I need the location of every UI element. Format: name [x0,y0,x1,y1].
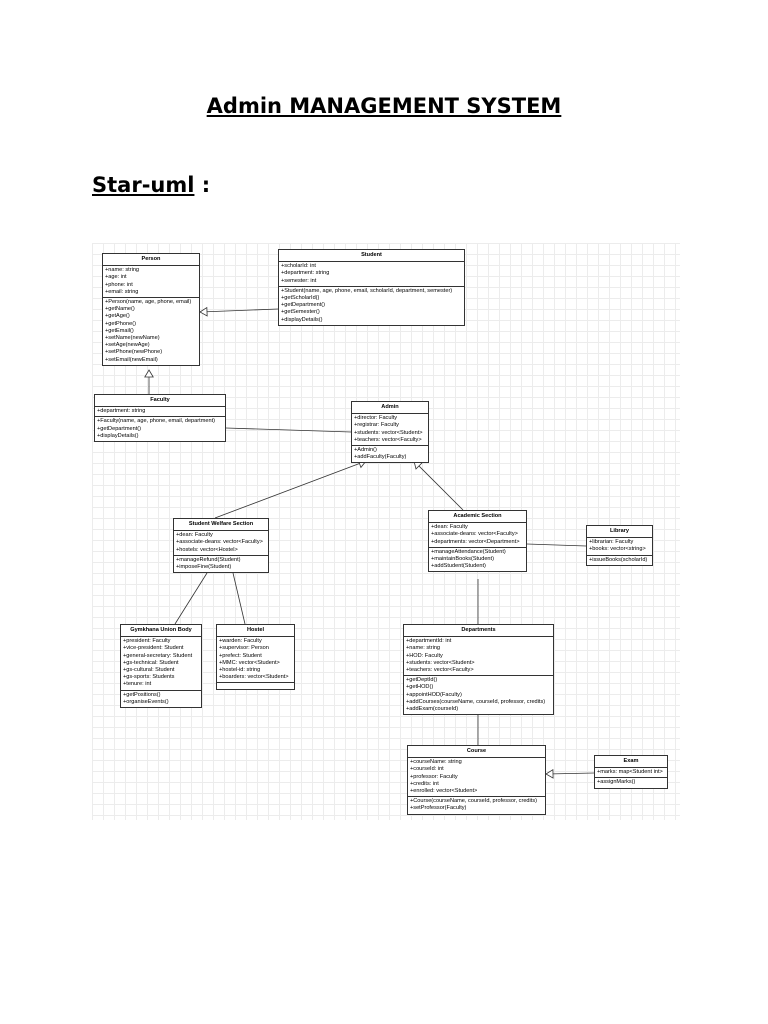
relation-association [226,428,351,432]
operation: +Admin() [354,447,377,454]
operation: +getHOD() [406,684,434,691]
attribute-compartment [595,768,667,778]
class-hostel [216,624,295,690]
section-heading-label: Star-uml [92,173,195,197]
uml-diagram-canvas [92,243,680,820]
class-name: Exam [595,756,667,768]
attribute: +warden: Faculty [219,638,262,645]
operation: +addStudent(Student) [431,563,486,570]
class-course [407,745,546,815]
operation: +getPhone() [105,320,136,327]
attribute: +director: Faculty [354,415,398,422]
operation-compartment [408,797,545,813]
operation: +getScholarId() [281,295,320,302]
operation-compartment [279,287,464,325]
operation: +getPositions() [123,691,161,698]
operation: +assignMarks() [597,779,636,786]
attribute: +gs-cultural: Student [123,667,175,674]
operation: +manageAttendance(Student) [431,548,506,555]
attribute-compartment [404,637,553,676]
class-name: Faculty [95,395,225,407]
operation: +getDepartment() [97,425,141,432]
operation: +Person(name, age, phone, email) [105,299,192,306]
attribute: +phone: int [105,281,133,288]
attribute: +president: Faculty [123,638,171,645]
attribute: +professor: Faculty [410,773,458,780]
attribute: +supervisor: Person [219,645,269,652]
attribute: +credits: int [410,780,439,787]
operation: +getDepartment() [281,302,325,309]
attribute: +department: string [97,408,146,415]
operation: +addExam(courseId) [406,706,459,713]
attribute: +hostels: vector<Hostel> [176,546,238,553]
operation: +getName() [105,306,135,313]
attribute-compartment [352,414,428,446]
inheritance-arrowhead [546,770,553,778]
class-name: Student Welfare Section [174,519,268,531]
attribute: +dean: Faculty [431,524,468,531]
attribute: +department: string [281,270,330,277]
operation: +issueBooks(scholarId) [589,556,648,563]
attribute-compartment [121,637,201,690]
attribute: +HOD: Faculty [406,652,443,659]
operation-compartment [352,446,428,462]
attribute: +associate-deans: vector<Faculty> [431,531,518,538]
attribute: +hostel-id: string [219,667,261,674]
attribute: +name: string [406,645,441,652]
operation-compartment [404,676,553,714]
attribute: +tenure: int [123,681,152,688]
relation-association [527,544,586,546]
attribute-compartment [95,407,225,417]
relation-association [175,573,207,624]
attribute-compartment [103,266,199,298]
relation-generalization [200,308,278,316]
class-academic-section [428,510,527,572]
class-exam [594,755,668,789]
attribute: +registrar: Faculty [354,422,399,429]
operation: +maintainBooks(Student) [431,556,494,563]
class-name: Gymkhana Union Body [121,625,201,637]
attribute-compartment [279,262,464,287]
operation: +setEmail(newEmail) [105,356,158,363]
attribute-compartment [174,531,268,556]
operation: +imposeFine(Student) [176,564,232,571]
attribute: +courseName: string [410,759,462,766]
operation: +Course(courseName, courseId, professor, credits) [410,798,537,805]
operation-compartment [587,556,652,565]
operation-compartment [121,691,201,707]
class-name: Library [587,526,652,538]
operation: +setProfessor(Faculty) [410,805,467,812]
class-name: Departments [404,625,553,637]
operation-compartment [595,778,667,787]
attribute: +dean: Faculty [176,532,213,539]
class-library [586,525,653,566]
attribute-compartment [408,758,545,797]
class-faculty [94,394,226,442]
relation-association [233,573,245,624]
class-name: Academic Section [429,511,526,523]
operation: +addFaculty(Faculty) [354,454,407,461]
attribute: +gs-technical: Student [123,659,179,666]
class-student-welfare-section [173,518,269,573]
attribute: +courseId: int [410,766,444,773]
operation: +getSemester() [281,309,320,316]
operation-compartment [174,556,268,572]
relation-generalization [145,370,153,394]
operation-compartment [217,683,294,689]
class-name: Student [279,250,464,262]
attribute: +gs-sports: Students [123,674,175,681]
operation: +setName(newName) [105,335,160,342]
attribute: +name: string [105,267,140,274]
operation-compartment [103,298,199,365]
operation: +setPhone(newPhone) [105,349,163,356]
class-name: Person [103,254,199,266]
attribute: +books: vector<string> [589,546,646,553]
attribute: +departments: vector<Department> [431,538,520,545]
attribute: +vice-president: Student [123,645,184,652]
attribute: +enrolled: vector<Student> [410,788,478,795]
class-student [278,249,465,326]
class-name: Admin [352,402,428,414]
relation-generalization [414,461,463,510]
class-admin [351,401,429,463]
inheritance-arrowhead [145,370,153,377]
operation: +getDeptId() [406,677,438,684]
operation: +getAge() [105,313,130,320]
operation-compartment [95,417,225,441]
attribute: +general-secretary: Student [123,652,193,659]
attribute-compartment [429,523,526,548]
relation-generalization [546,770,594,778]
relation-generalization [215,460,366,518]
operation: +manageRefund(Student) [176,556,241,563]
operation: +displayDetails() [281,316,323,323]
attribute: +scholarId: int [281,263,316,270]
attribute: +semester: int [281,277,317,284]
operation-compartment [429,548,526,572]
attribute: +associate-deans: vector<Faculty> [176,539,263,546]
section-heading [92,173,210,197]
operation: +getEmail() [105,327,134,334]
operation: +organiseEvents() [123,698,169,705]
attribute: +prefect: Student [219,652,262,659]
attribute-compartment [217,637,294,683]
document-title: Admin MANAGEMENT SYSTEM [206,94,562,118]
operation: +Student(name, age, phone, email, scholarId, department, semester) [281,287,453,294]
attribute: +age: int [105,274,127,281]
attribute: +departmentId: int [406,638,452,645]
operation: +addCourses(courseName, courseId, professor, credits) [406,698,546,705]
attribute: +students: vector<Student> [354,429,423,436]
class-person [102,253,200,366]
section-heading-suffix: : [194,173,211,197]
attribute: +teachers: vector<Faculty> [354,436,422,443]
attribute-compartment [587,538,652,555]
attribute: +students: vector<Student> [406,659,475,666]
operation: +setAge(newAge) [105,342,150,349]
class-name: Course [408,746,545,758]
attribute: +librarian: Faculty [589,539,634,546]
attribute: +MMC: vector<Student> [219,659,280,666]
class-name: Hostel [217,625,294,637]
attribute: +teachers: vector<Faculty> [406,667,474,674]
attribute: +email: string [105,288,139,295]
class-departments [403,624,554,715]
operation: +Faculty(name, age, phone, email, department) [97,418,215,425]
operation: +appointHOD(Faculty) [406,691,462,698]
attribute: +marks: map<Student int> [597,769,663,776]
inheritance-arrowhead [200,308,207,316]
attribute: +boarders: vector<Student> [219,674,289,681]
operation: +displayDetails() [97,432,139,439]
class-gymkhana-union-body [120,624,202,708]
